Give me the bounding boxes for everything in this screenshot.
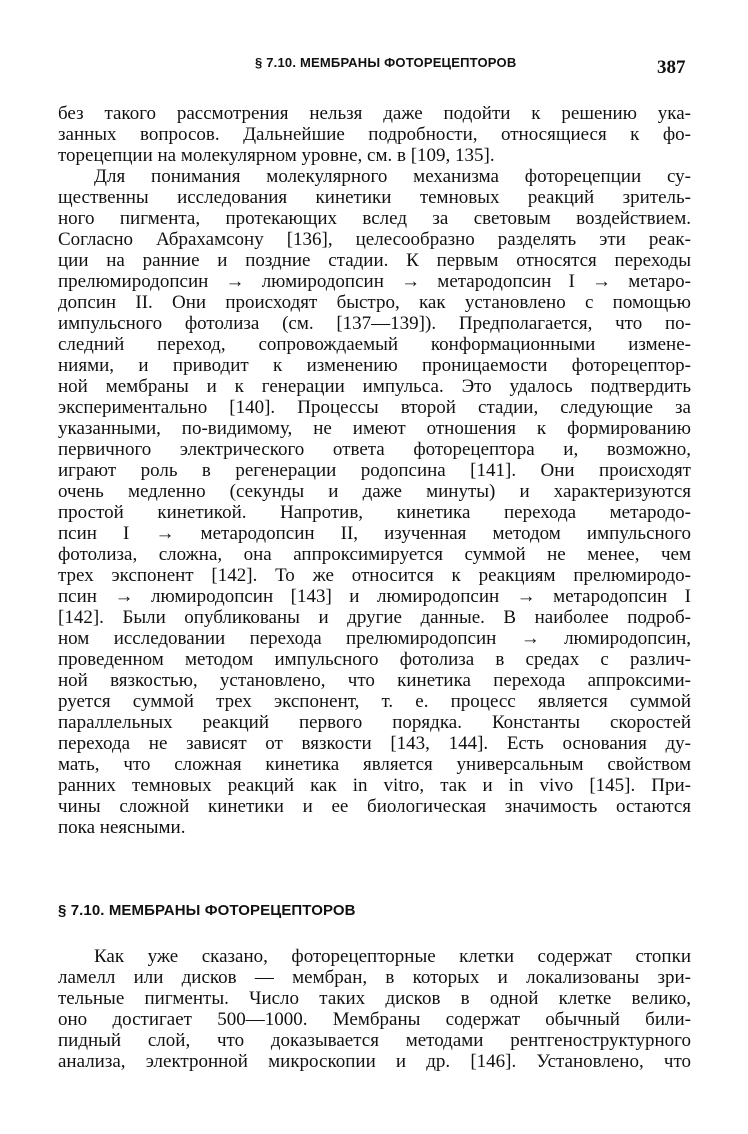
paragraph-2 xyxy=(58,166,691,838)
text-line: тельные пигменты. Число таких дисков в одной клетке велико, xyxy=(58,988,691,1009)
text-line: ной вязкостью, установлено, что кинетика перехода аппроксими- xyxy=(58,670,691,691)
text-line: фотолиза, сложна, она аппроксимируется суммой не менее, чем xyxy=(58,544,691,565)
text-line: очень медленно (секунды и даже минуты) и характеризуются xyxy=(58,481,691,502)
text-line: играют роль в регенерации родопсина [141]. Они происходят xyxy=(58,460,691,481)
paragraph-3 xyxy=(58,946,691,1072)
text-line: ного пигмента, протекающих вслед за световым воздействием. xyxy=(58,208,691,229)
text-line: щественны исследования кинетики темновых реакций зритель- xyxy=(58,187,691,208)
text-line: мать, что сложная кинетика является универсальным свойством xyxy=(58,754,691,775)
text-line: указанными, по-видимому, не имеют отношения к формированию xyxy=(58,418,691,439)
text-line: трех экспонент [142]. То же относится к реакциям прелюмиродо- xyxy=(58,565,691,586)
text-line: ной мембраны и к генерации импульса. Это удалось подтвердить xyxy=(58,376,691,397)
text-line: оно достигает 500—1000. Мембраны содержат обычный били- xyxy=(58,1009,691,1030)
text-line: следний переход, сопровождаемый конформационными измене- xyxy=(58,334,691,355)
running-head xyxy=(0,55,748,79)
text-line: ранних темновых реакций как in vitro, так и in vivo [145]. При- xyxy=(58,775,691,796)
text-line: импульсного фотолиза (см. [137—139]). Предполагается, что по- xyxy=(58,313,691,334)
text-line: ном исследовании перехода прелюмиродопсин → люмиродопсин, xyxy=(58,628,691,649)
text-line: ции на ранние и поздние стадии. К первым относятся переходы xyxy=(58,250,691,271)
text-line: параллельных реакций первого порядка. Константы скоростей xyxy=(58,712,691,733)
text-line: проведенном методом импульсного фотолиза в средах с различ- xyxy=(58,649,691,670)
text-line: занных вопросов. Дальнейшие подробности, относящиеся к фо- xyxy=(58,124,691,145)
text-line: руется суммой трех экспонент, т. е. процесс является суммой xyxy=(58,691,691,712)
text-line: Согласно Абрахамсону [136], целесообразно разделять эти реак- xyxy=(58,229,691,250)
text-line: чины сложной кинетики и ее биологическая значимость остаются xyxy=(58,796,691,817)
text-line: перехода не зависят от вязкости [143, 144]. Есть основания ду- xyxy=(58,733,691,754)
text-line: пидный слой, что доказывается методами рентгеноструктурного xyxy=(58,1030,691,1051)
paragraph-1 xyxy=(58,103,691,166)
text-line: [142]. Были опубликованы и другие данные. В наиболее подроб- xyxy=(58,607,691,628)
text-line: без такого рассмотрения нельзя даже подойти к решению ука- xyxy=(58,103,691,124)
text-line: экспериментально [140]. Процессы второй стадии, следующие за xyxy=(58,397,691,418)
text-line: ламелл или дисков — мембран, в которых и локализованы зри- xyxy=(58,967,691,988)
text-line: первичного электрического ответа фоторецептора и, возможно, xyxy=(58,439,691,460)
text-line: Как уже сказано, фоторецепторные клетки содержат стопки xyxy=(94,946,691,967)
text-line: пока неясными. xyxy=(58,817,186,838)
text-line: ниями, и приводит к изменению проницаемости фоторецептор- xyxy=(58,355,691,376)
section-heading: § 7.10. МЕМБРАНЫ ФОТОРЕЦЕПТОРОВ xyxy=(58,902,356,919)
text-line: анализа, электронной микроскопии и др. [146]. Установлено, что xyxy=(58,1051,691,1072)
text-line: торецепции на молекулярном уровне, см. в [109, 135]. xyxy=(58,145,495,166)
text-line: простой кинетикой. Напротив, кинетика перехода метародо- xyxy=(58,502,691,523)
page-number: 387 xyxy=(657,57,686,78)
text-line: допсин II. Они происходят быстро, как установлено с помощью xyxy=(58,292,691,313)
text-line: прелюмиродопсин → люмиродопсин → метародопсин I → метаро- xyxy=(58,271,691,292)
text-line: псин → люмиродопсин [143] и люмиродопсин → метародопсин I xyxy=(58,586,691,607)
text-line: псин I → метародопсин II, изученная методом импульсного xyxy=(58,523,691,544)
text-line: Для понимания молекулярного механизма фоторецепции су- xyxy=(94,166,691,187)
running-title: § 7.10. МЕМБРАНЫ ФОТОРЕЦЕПТОРОВ xyxy=(255,55,517,70)
